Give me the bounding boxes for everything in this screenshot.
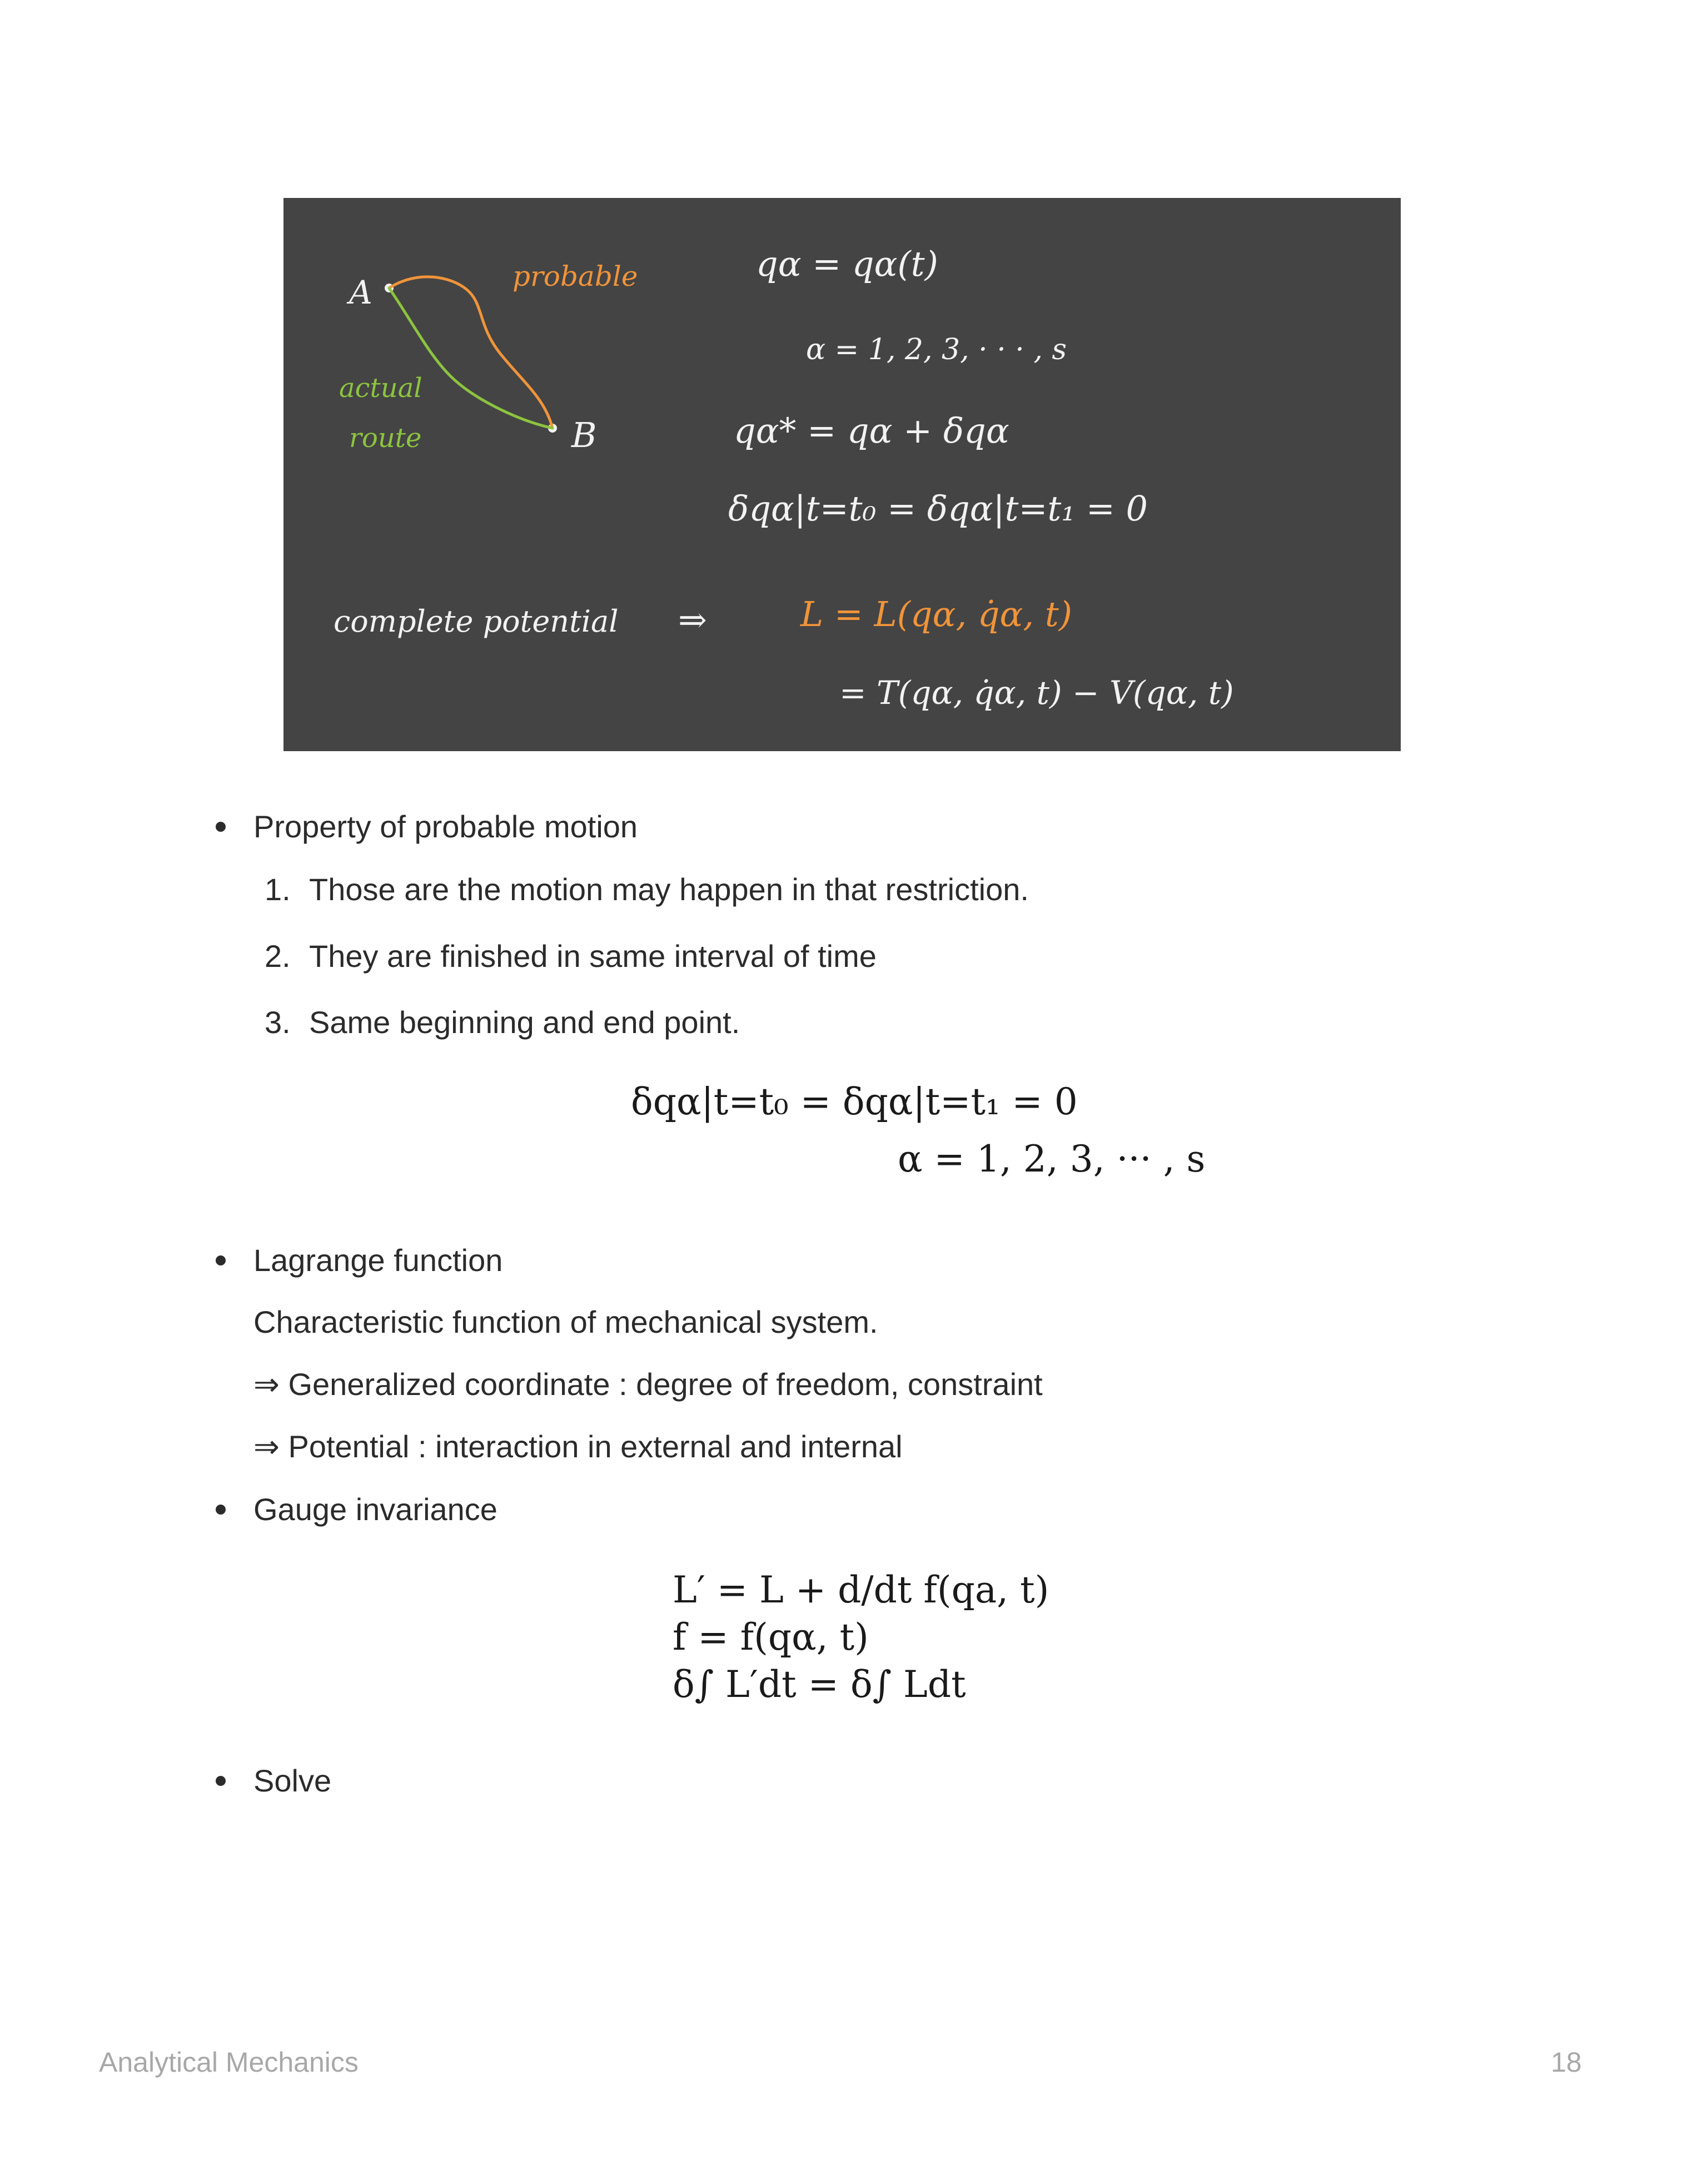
handwritten-figure — [283, 198, 1401, 751]
equation-line-2: α = 1, 2, 3, · · · , s — [806, 333, 1067, 366]
label-actual: actual — [339, 373, 422, 404]
lagrangian-definition: L = L(qα, q̇α, t) — [800, 594, 1072, 634]
figure-drawing — [283, 198, 1401, 751]
list-item: Same beginning and end point. — [309, 1005, 740, 1040]
label-probable: probable — [512, 260, 638, 292]
section-heading-gauge: Gauge invariance — [253, 1492, 497, 1527]
list-number: 2. — [265, 939, 291, 974]
list-item: They are finished in same interval of time — [309, 939, 877, 974]
list-number: 1. — [265, 872, 291, 907]
list-number: 3. — [265, 1005, 291, 1040]
bullet-icon — [216, 822, 226, 832]
gauge-equation-3 — [673, 1662, 966, 1707]
equation-line-4: δqα|t=t₀ = δqα|t=t₁ = 0 — [728, 488, 1148, 529]
section-heading-solve: Solve — [253, 1763, 332, 1798]
equation-boundary — [631, 1080, 1078, 1124]
lagrange-potential: ⇒ Potential : interaction in external and internal — [253, 1429, 903, 1464]
label-route: route — [349, 423, 422, 454]
gauge-equation-2-text: f = f(qα, t) — [673, 1616, 869, 1659]
actual-route-curve — [389, 288, 553, 428]
list-item: Those are the motion may happen in that restriction. — [309, 872, 1029, 907]
equation-boundary-text: δqα|t=t₀ = δqα|t=t₁ = 0 — [631, 1080, 1078, 1123]
bullet-icon — [216, 1505, 226, 1515]
implies-arrow: ⇒ — [678, 599, 707, 640]
equation-line-1: qα = qα(t) — [756, 244, 938, 284]
bullet-icon — [216, 1776, 226, 1786]
equation-index-range — [898, 1137, 1205, 1182]
section-heading-probable: Property of probable motion — [253, 809, 638, 844]
equation-index-text: α = 1, 2, 3, ··· , s — [898, 1138, 1206, 1180]
lagrangian-expansion: = T(qα, q̇α, t) − V(qα, t) — [839, 674, 1234, 712]
gauge-equation-2 — [673, 1615, 869, 1660]
bullet-icon — [216, 1255, 226, 1265]
complete-potential-label: complete potential — [334, 604, 619, 639]
lagrange-description: Characteristic function of mechanical system. — [253, 1304, 878, 1339]
gauge-equation-1-text: L′ = L + d/dt f(qa, t) — [673, 1568, 1049, 1611]
label-b: B — [571, 415, 597, 455]
lagrange-generalized-coordinate: ⇒ Generalized coordinate : degree of freedom, constraint — [253, 1367, 1043, 1402]
gauge-equation-3-text: δ∫ L′dt = δ∫ Ldt — [673, 1663, 966, 1706]
probable-route-curve — [389, 277, 553, 428]
section-heading-lagrange: Lagrange function — [253, 1243, 503, 1278]
equation-line-3: qα* = qα + δqα — [734, 410, 1009, 451]
page-number: 18 — [1551, 2047, 1582, 2078]
label-a: A — [349, 274, 372, 311]
gauge-equation-1 — [673, 1568, 1049, 1612]
footer-title: Analytical Mechanics — [99, 2047, 359, 2078]
